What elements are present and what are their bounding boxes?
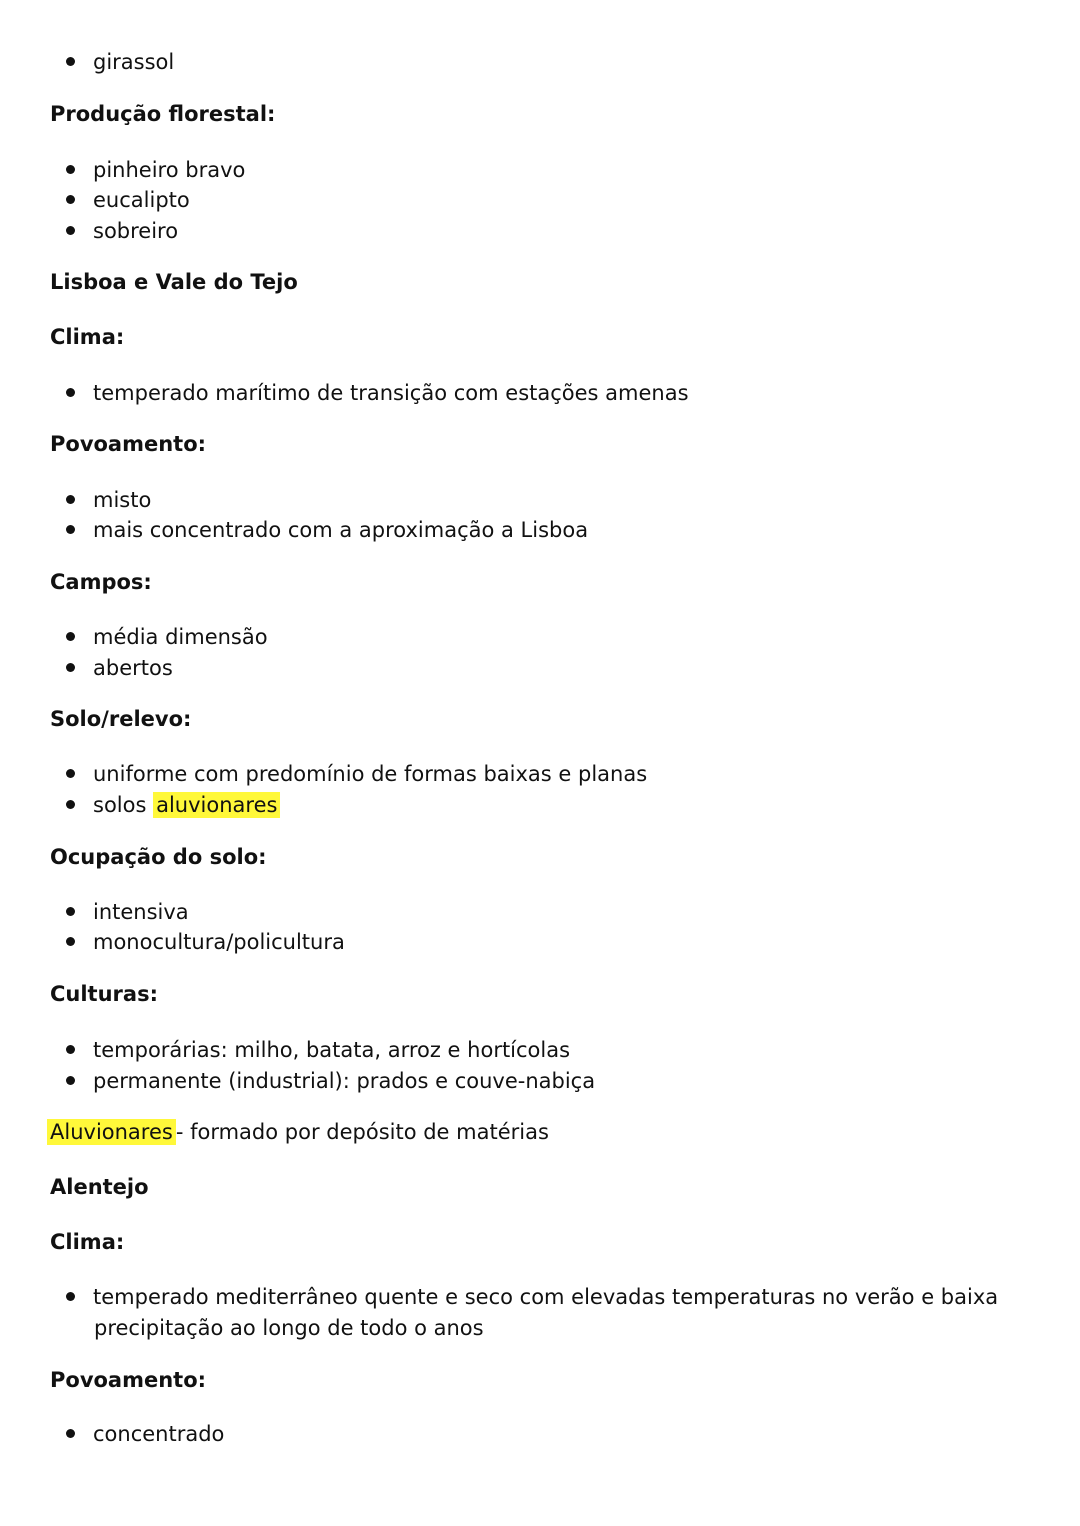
list-item (66, 900, 189, 924)
list-item-continuation: precipitação ao longo de todo o anos (94, 1316, 484, 1340)
list-item-text: abertos (93, 656, 173, 680)
section-heading: Produção florestal: (50, 102, 276, 126)
list-item-text: eucalipto (93, 188, 190, 212)
region-heading: Lisboa e Vale do Tejo (50, 270, 298, 294)
list-item-text: temperado mediterrâneo quente e seco com elevadas temperaturas no verão e baixa (93, 1285, 999, 1309)
highlighted-text: Aluvionares (47, 1119, 176, 1145)
bullet-icon (66, 800, 75, 809)
list-item (66, 930, 345, 954)
bullet-icon (66, 907, 75, 916)
list-item-text: sobreiro (93, 219, 179, 243)
bullet-icon (66, 1045, 75, 1054)
bullet-icon (66, 388, 75, 397)
bullet-icon (66, 525, 75, 534)
section-heading: Clima: (50, 325, 125, 349)
list-item (66, 762, 647, 786)
list-item-text: solos (93, 793, 154, 817)
list-item (66, 1038, 570, 1062)
bullet-icon (66, 226, 75, 235)
list-item (66, 381, 689, 405)
section-heading: Povoamento: (50, 432, 207, 456)
bullet-icon (66, 57, 75, 66)
list-item-text: pinheiro bravo (93, 158, 246, 182)
section-heading: Clima: (50, 1230, 125, 1254)
bullet-icon (66, 1076, 75, 1085)
list-item (66, 1069, 595, 1093)
region-heading: Alentejo (50, 1175, 149, 1199)
list-item-text: concentrado (93, 1422, 225, 1446)
list-item-text: uniforme com predomínio de formas baixas e planas (93, 762, 648, 786)
section-heading: Ocupação do solo: (50, 845, 267, 869)
list-item-text: temperado marítimo de transição com estações amenas (93, 381, 689, 405)
section-heading: Campos: (50, 570, 152, 594)
bullet-icon (66, 165, 75, 174)
list-item-text: girassol (93, 50, 175, 74)
list-item-text: temporárias: milho, batata, arroz e hortícolas (93, 1038, 571, 1062)
list-item (66, 219, 178, 243)
section-heading: Solo/relevo: (50, 707, 192, 731)
highlighted-text: aluvionares (153, 792, 280, 818)
list-item-text: mais concentrado com a aproximação a Lisboa (93, 518, 589, 542)
list-item-text: monocultura/policultura (93, 930, 345, 954)
bullet-icon (66, 663, 75, 672)
list-item (66, 518, 588, 542)
list-item (66, 793, 280, 817)
list-item (66, 1285, 998, 1309)
list-item-text: permanente (industrial): prados e couve-nabiça (93, 1069, 596, 1093)
list-item-text: intensiva (93, 900, 189, 924)
list-item-text: média dimensão (93, 625, 268, 649)
bullet-icon (66, 1292, 75, 1301)
list-item (66, 1422, 224, 1446)
bullet-icon (66, 937, 75, 946)
bullet-icon (66, 769, 75, 778)
list-item (66, 188, 190, 212)
section-heading: Culturas: (50, 982, 158, 1006)
bullet-icon (66, 495, 75, 504)
list-item (66, 50, 174, 74)
list-item (66, 656, 173, 680)
section-heading: Povoamento: (50, 1368, 207, 1392)
bullet-icon (66, 1429, 75, 1438)
list-item (66, 488, 151, 512)
definition-paragraph (47, 1120, 549, 1144)
list-item (66, 625, 268, 649)
definition-text: - formado por depósito de matérias (175, 1120, 549, 1144)
list-item-text: misto (93, 488, 152, 512)
bullet-icon (66, 195, 75, 204)
bullet-icon (66, 632, 75, 641)
list-item (66, 158, 245, 182)
